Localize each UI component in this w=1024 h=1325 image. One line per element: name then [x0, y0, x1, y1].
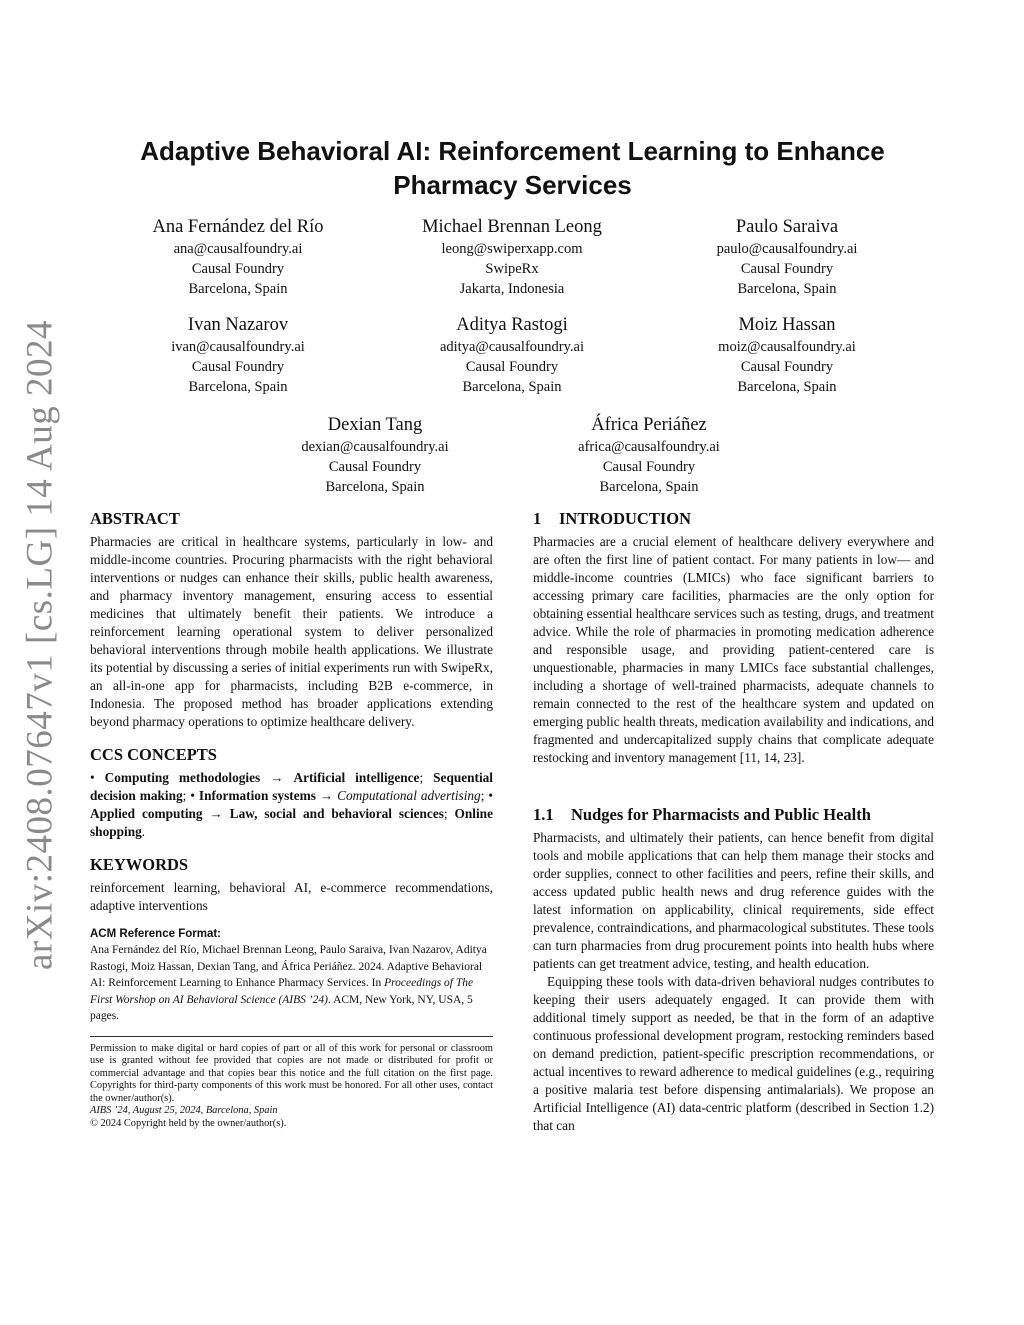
acm-reference-text: Ana Fernández del Río, Michael Brennan Leong, Paulo Saraiva, Ivan Nazarov, Aditya Rastogi, Moiz Hassan, Dexian Tang, and África Periáñez. 2024. Adaptive Behavioral AI: Reinforcement Learning to Enhance Pharmacy Services. In Proceedings of The First Worshop on AI Behavioral Science (AIBS ’24). ACM, New York, NY, USA, 5 pages.	[90, 944, 487, 1022]
author-block	[519, 413, 779, 497]
author-location: Jakarta, Indonesia	[459, 281, 565, 297]
ccs-text: • Computing methodologies → Artificial intelligence; Sequential decision making; • Information systems → Computational advertising; • Applied computing → Law, social and behavioral sciences; Online shopping.	[90, 770, 493, 839]
author-block	[657, 215, 917, 299]
author-affiliation: Causal Foundry	[328, 459, 422, 475]
author-name: Ivan Nazarov	[187, 315, 289, 335]
introduction-heading: 1 INTRODUCTION	[533, 509, 692, 528]
acm-reference-heading: ACM Reference Format:	[90, 928, 221, 940]
footnote-divider	[90, 1036, 493, 1037]
right-column	[533, 509, 934, 1135]
ccs-heading: CCS CONCEPTS	[90, 745, 217, 764]
left-column	[90, 509, 493, 1130]
author-name: Ana Fernández del Río	[152, 217, 324, 237]
author-block	[108, 313, 368, 397]
author-affiliation: Causal Foundry	[602, 459, 696, 475]
author-block	[657, 313, 917, 397]
author-affiliation: Causal Foundry	[191, 261, 285, 277]
author-name: Michael Brennan Leong	[422, 217, 602, 237]
author-block	[245, 413, 505, 497]
conference-info: AIBS ’24, August 25, 2024, Barcelona, Spain	[90, 1105, 278, 1116]
copyright-notice: © 2024 Copyright held by the owner/author(s).	[90, 1117, 287, 1129]
author-location: Barcelona, Spain	[599, 479, 699, 495]
section-1-1-heading: 1.1 Nudges for Pharmacists and Public Health	[533, 805, 871, 824]
section-1-1-paragraph-2: Equipping these tools with data-driven behavioral nudges contributes to keeping their users adequately engaged. It can provide them with additional timely support as needed, be that in the form of an adaptive continuous professional development program, restocking reminders based on demand prediction, patient-specific prescription recommendations, or actual incentives to reward adherence to medical guidelines (e.g., requiring a positive malaria test before dispensing antimalarials). We propose an Artificial Intelligence (AI) data-centric platform (described in Section 1.2) that can	[533, 974, 934, 1133]
author-email[interactable]: moiz@causalfoundry.ai	[718, 339, 856, 355]
author-affiliation: SwipeRx	[485, 261, 539, 277]
author-affiliation: Causal Foundry	[740, 261, 834, 277]
author-email[interactable]: ana@causalfoundry.ai	[173, 241, 303, 257]
author-email[interactable]: dexian@causalfoundry.ai	[301, 439, 449, 455]
author-location: Barcelona, Spain	[737, 379, 837, 395]
author-location: Barcelona, Spain	[188, 281, 288, 297]
paper-title: Adaptive Behavioral AI: Reinforcement Learning to Enhance Pharmacy Services	[140, 136, 885, 200]
author-email[interactable]: leong@swiperxapp.com	[441, 241, 583, 257]
author-email[interactable]: ivan@causalfoundry.ai	[171, 339, 305, 355]
author-email[interactable]: aditya@causalfoundry.ai	[439, 339, 585, 355]
abstract-text: Pharmacies are critical in healthcare systems, particularly in low- and middle-income countries. Procuring pharmacists with the right behavioral interventions or nudges can enhance their skills, public health awareness, and pharmacy inventory management, ensuring access to essential medicines that ultimately benefit their patients. We introduce a reinforcement learning operational system to deliver personalized behavioral interventions through mobile health applications. We illustrate its potential by discussing a series of initial experiments run with SwipeRx, an all-in-one app for pharmacists, including B2B e-commerce, in Indonesia. The proposed method has broader applications extending beyond pharmacy operations to optimize healthcare delivery.	[90, 534, 493, 729]
author-block	[382, 215, 642, 299]
author-name: Paulo Saraiva	[735, 217, 839, 237]
author-name: Moiz Hassan	[738, 315, 836, 335]
arxiv-id-text: arXiv:2408.07647v1 [cs.LG] 14 Aug 2024	[19, 319, 61, 970]
keywords-text: reinforcement learning, behavioral AI, e-commerce recommendations, adaptive interventions	[90, 880, 493, 913]
author-email[interactable]: africa@causalfoundry.ai	[578, 439, 720, 455]
keywords-heading: KEYWORDS	[90, 855, 189, 874]
author-location: Barcelona, Spain	[325, 479, 425, 495]
author-block	[108, 215, 368, 299]
author-location: Barcelona, Spain	[462, 379, 562, 395]
arxiv-identifier	[10, 319, 70, 970]
section-1-1-paragraph-1: Pharmacists, and ultimately their patients, can hence benefit from digital tools and mobile applications that can help them manage their stocks and order supplies, connect to other facilities and peers, refine their skills, and access updated public health news and drug reference guides with the latest information on applicability, clinical requirements, side effect prevalence, contraindications, and pharmacological substitutes. These tools can turn pharmacies from drug procurement points into health hubs where patients can get treatment advice, testing, and health education.	[533, 830, 934, 971]
introduction-text: Pharmacies are a crucial element of healthcare delivery everywhere and are often the first line of patient contact. For many patients in low— and middle-income countries (LMICs) who face significant barriers to accessing primary care facilities, pharmacies are the only option for obtaining essential healthcare services such as testing, drugs, and treatment advice. While the role of pharmacies in promoting medication adherence and responsible usage, and providing patient-centered care is unquestionable, pharmacies in many LMICs face substantial challenges, including a shortage of well-trained pharmacists, adequate channels to remain connected to the rest of the healthcare system and updated on emerging public health threats, medication availability and indications, and fragmented and undercapitalized supply chains that complicate adequate restocking and inventory management [11, 14, 23].	[533, 534, 934, 765]
abstract-heading: ABSTRACT	[90, 509, 180, 528]
author-location: Barcelona, Spain	[188, 379, 288, 395]
author-name: África Periáñez	[591, 415, 707, 435]
author-name: Aditya Rastogi	[456, 315, 568, 335]
author-block	[382, 313, 642, 397]
author-location: Barcelona, Spain	[737, 281, 837, 297]
author-affiliation: Causal Foundry	[191, 359, 285, 375]
author-affiliation: Causal Foundry	[740, 359, 834, 375]
author-affiliation: Causal Foundry	[465, 359, 559, 375]
permission-notice: Permission to make digital or hard copies of part or all of this work for personal or classroom use is granted without fee provided that copies are not made or distributed for profit or commercial advantage and that copies bear this notice and the full citation on the first page. Copyrights for third-party components of this work must be honored. For all other uses, contact the owner/author(s).	[90, 1042, 493, 1104]
author-name: Dexian Tang	[327, 415, 423, 435]
author-email[interactable]: paulo@causalfoundry.ai	[716, 241, 858, 257]
